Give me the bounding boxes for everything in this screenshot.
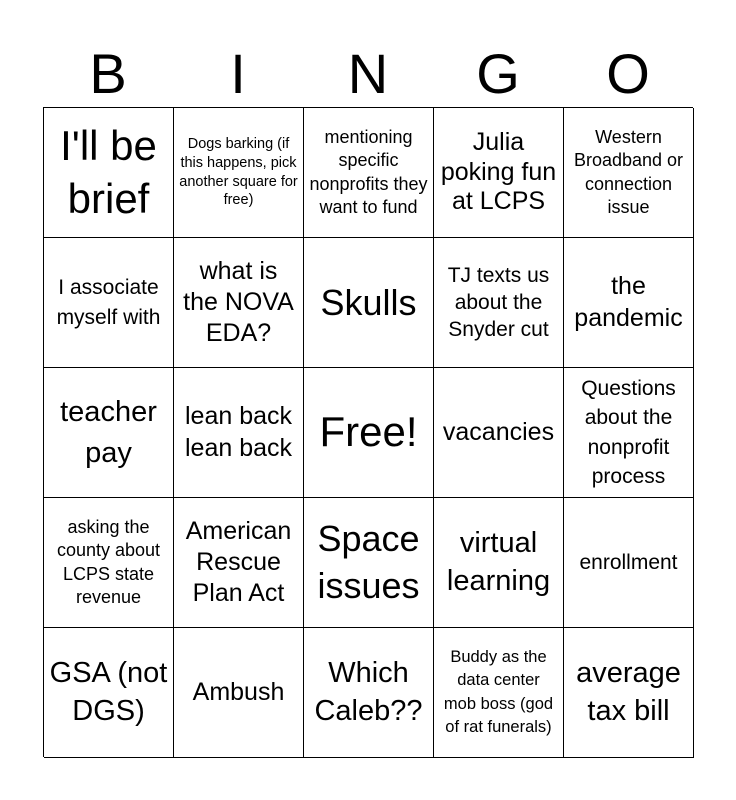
cell-text: teacher pay <box>60 395 157 469</box>
cell-text: Ambush <box>192 677 285 706</box>
cell-text: I associate myself with <box>56 276 161 329</box>
header-letter-i: I <box>230 42 246 105</box>
cell-text: virtual learning <box>446 526 551 597</box>
cell-text: mentioning specific nonprofits they want to fund <box>309 127 428 217</box>
cell-text: average tax bill <box>576 656 681 727</box>
bingo-cell[interactable] <box>44 628 174 758</box>
bingo-cell[interactable] <box>44 498 174 628</box>
header-letter-g: G <box>476 42 520 105</box>
bingo-cell[interactable] <box>174 368 304 498</box>
bingo-cell[interactable] <box>174 238 304 368</box>
cell-text: what is the NOVA EDA? <box>183 256 294 348</box>
bingo-cell[interactable] <box>434 108 564 238</box>
cell-text: Western Broadband or connection issue <box>573 127 684 217</box>
bingo-cell[interactable] <box>564 238 694 368</box>
bingo-cell[interactable] <box>304 628 434 758</box>
cell-text: Which Caleb?? <box>314 656 423 727</box>
cell-text: the pandemic <box>574 272 683 332</box>
bingo-cell[interactable] <box>564 498 694 628</box>
cell-text: Space issues <box>317 517 420 606</box>
cell-text: Julia poking fun at LCPS <box>440 128 557 216</box>
bingo-cell[interactable] <box>304 108 434 238</box>
bingo-cell[interactable] <box>304 498 434 628</box>
cell-text: GSA (not DGS) <box>49 656 168 727</box>
cell-text: Dogs barking (if this happens, pick another square for free) <box>179 135 298 209</box>
bingo-cell[interactable] <box>174 498 304 628</box>
cell-text: TJ texts us about the Snyder cut <box>447 263 550 342</box>
bingo-cell[interactable] <box>174 108 304 238</box>
bingo-cell[interactable] <box>564 368 694 498</box>
bingo-cell[interactable] <box>564 108 694 238</box>
bingo-cell[interactable] <box>304 368 434 498</box>
bingo-cell[interactable] <box>434 498 564 628</box>
cell-text: I'll be brief <box>60 122 157 222</box>
bingo-cell[interactable] <box>174 628 304 758</box>
bingo-cell[interactable] <box>44 368 174 498</box>
cell-text: Questions about the nonprofit process <box>581 376 676 488</box>
bingo-cell[interactable] <box>44 238 174 368</box>
header-letter-b: B <box>89 42 127 105</box>
bingo-grid <box>43 107 693 757</box>
bingo-cell[interactable] <box>44 108 174 238</box>
bingo-cell[interactable] <box>434 368 564 498</box>
bingo-cell[interactable] <box>304 238 434 368</box>
bingo-cell[interactable] <box>564 628 694 758</box>
bingo-cell[interactable] <box>434 238 564 368</box>
cell-text: Skulls <box>320 281 417 323</box>
cell-text: Buddy as the data center mob boss (god of rat funerals) <box>443 648 554 736</box>
cell-text: lean back lean back <box>184 402 293 462</box>
cell-text: vacancies <box>442 417 555 446</box>
cell-text: Free! <box>319 408 418 456</box>
cell-text: asking the county about LCPS state revenue <box>56 517 161 607</box>
cell-text: American Rescue Plan Act <box>185 516 292 608</box>
bingo-header <box>43 40 693 108</box>
header-letter-o: O <box>606 42 650 105</box>
bingo-cell[interactable] <box>434 628 564 758</box>
header-letter-n: N <box>347 42 389 105</box>
cell-text: enrollment <box>579 550 678 574</box>
